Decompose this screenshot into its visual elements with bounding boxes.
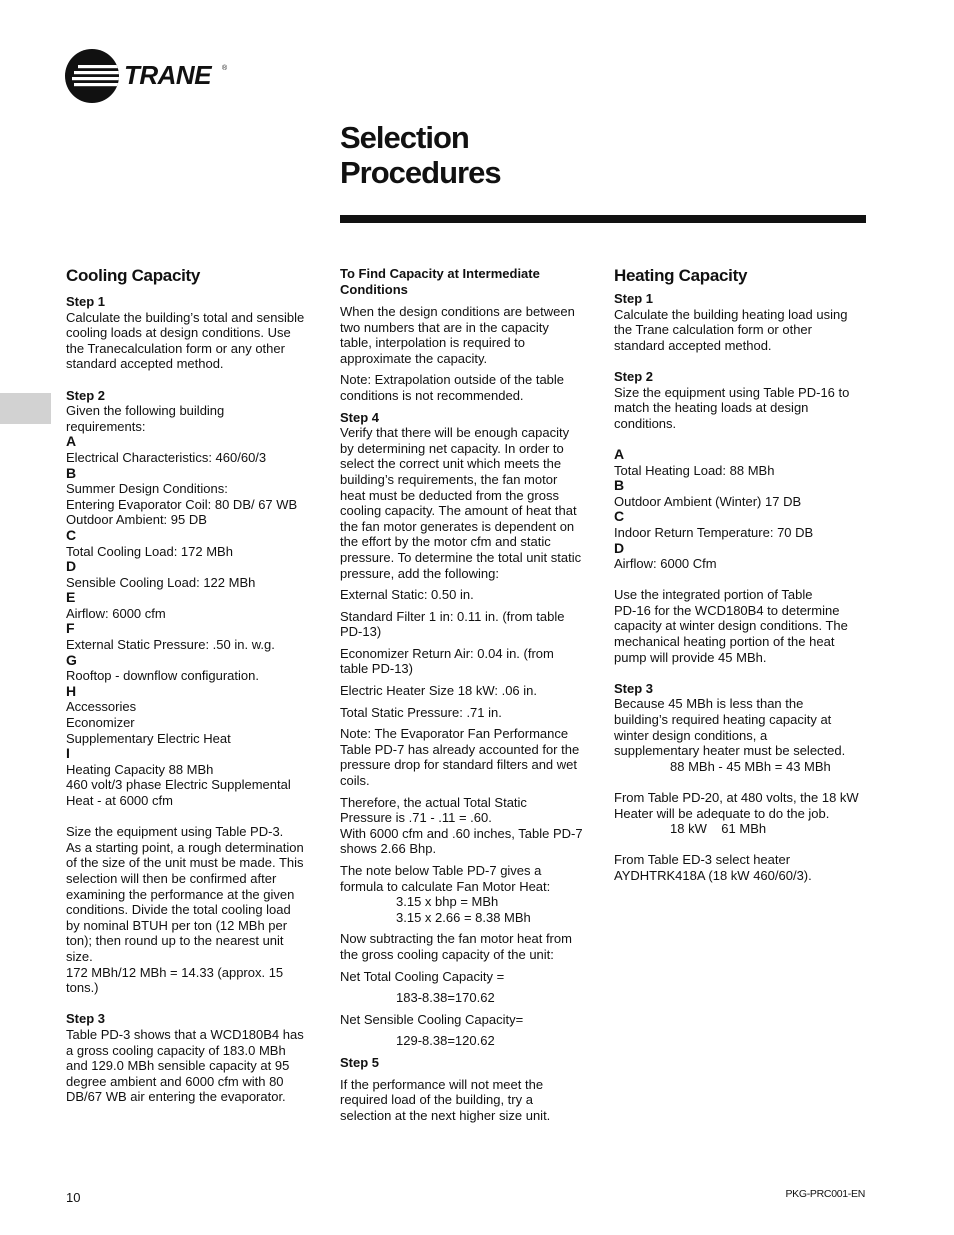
pd20-paragraph xyxy=(614,790,869,821)
text-line: Heating Capacity 88 MBh xyxy=(66,761,214,777)
text-line: and 129.0 MBh sensible capacity at 95 xyxy=(66,1058,290,1074)
cooling-step1-label: Step 1 xyxy=(66,294,106,309)
text-line: capacity at winter design conditions. The xyxy=(614,618,848,634)
net-total-label: Net Total Cooling Capacity = xyxy=(340,968,505,984)
text-line: standard accepted method. xyxy=(614,337,772,353)
text-line: Summer Design Conditions: xyxy=(66,481,228,497)
extrapolation-note xyxy=(340,372,598,403)
heating-item-d xyxy=(614,541,869,572)
heating-step2-text xyxy=(614,385,869,432)
item-letter: D xyxy=(614,539,625,556)
text-line: formula to calculate Fan Motor Heat: xyxy=(340,878,551,894)
trane-logo xyxy=(64,48,234,104)
text-line: Note: The Evaporator Fan Performance xyxy=(340,726,569,742)
requirement-item-a xyxy=(66,434,321,465)
text-line: mechanical heating portion of the heat xyxy=(614,634,835,650)
text-line: two numbers that are in the capacity xyxy=(340,319,549,335)
text-line: examining the performance at the given xyxy=(66,886,295,902)
text-line: Rooftop - downflow configuration. xyxy=(66,668,259,684)
text-line: Verify that there will be enough capacity xyxy=(340,425,570,441)
text-line: a gross cooling capacity of 183.0 MBh xyxy=(66,1042,286,1058)
interpolation-paragraph xyxy=(340,304,598,366)
step4-label: Step 4 xyxy=(340,409,380,425)
text-line: External Static Pressure: .50 in. w.g. xyxy=(66,637,275,653)
item-letter: A xyxy=(66,433,77,450)
text-line: From Table PD-20, at 480 volts, the 18 kW xyxy=(614,790,859,805)
text-line: Electrical Characteristics: 460/60/3 xyxy=(66,449,267,465)
text-line: the fan motor generates is dependent on xyxy=(340,518,575,534)
item-letter: E xyxy=(66,589,76,606)
text-line: pressure. To determine the total unit static xyxy=(340,549,582,565)
text-line: heat must be deducted from the gross xyxy=(340,487,559,503)
requirement-item-c xyxy=(66,528,321,559)
step4-text xyxy=(340,425,598,581)
item-letter: B xyxy=(614,477,625,494)
requirement-item-i xyxy=(66,746,321,808)
text-line: 460 volt/3 phase Electric Supplemental xyxy=(66,777,291,793)
economizer-return-air xyxy=(340,646,598,677)
text-line: the gross cooling capacity of the unit: xyxy=(340,946,554,962)
text-line: pressure drop for standard filters and wet xyxy=(340,757,578,773)
text-line: building’s requirements, the fan motor xyxy=(340,471,558,487)
text-line: tons.) xyxy=(66,980,99,996)
text-line: Size the equipment using Table PD-3. xyxy=(66,824,284,840)
total-static-pressure xyxy=(340,705,598,721)
heading-line: Conditions xyxy=(340,282,408,297)
text-line: With 6000 cfm and .60 inches, Table PD-7 xyxy=(340,825,583,841)
page-title-line1: Selection xyxy=(340,120,469,155)
text-line: Supplementary Electric Heat xyxy=(66,730,231,746)
text-line: table, interpolation is required to xyxy=(340,335,526,351)
text-line: pump will provide 45 MBh. xyxy=(614,649,767,665)
requirement-item-h xyxy=(66,684,321,746)
text-line: Standard Filter 1 in: 0.11 in. (from table xyxy=(340,608,565,624)
text-line: pressure, add the following: xyxy=(340,565,499,581)
subtract-paragraph xyxy=(340,931,598,962)
text-line: requirements: xyxy=(66,418,146,434)
ed3-paragraph xyxy=(614,852,869,883)
text-line: coils. xyxy=(340,773,370,789)
step5-label: Step 5 xyxy=(340,1054,380,1070)
heating-item-b xyxy=(614,478,869,509)
fan-heat-formula xyxy=(340,894,598,925)
heater-capacity-calc: 18 kW 61 MBh xyxy=(670,821,767,837)
page-number: 10 xyxy=(66,1190,81,1205)
heating-step1-label: Step 1 xyxy=(614,291,654,306)
text-line: cooling loads at design conditions. Use xyxy=(66,325,291,341)
cooling-size-paragraph xyxy=(66,824,321,996)
page-title xyxy=(340,120,501,190)
item-letter: B xyxy=(66,464,77,481)
integrated-paragraph xyxy=(614,587,869,665)
text-line: Therefore, the actual Total Static xyxy=(340,794,527,810)
cooling-step3-label: Step 3 xyxy=(66,1011,106,1027)
text-line: Airflow: 6000 Cfm xyxy=(614,556,717,572)
heating-capacity-column xyxy=(614,266,869,884)
text-line: Note: Extrapolation outside of the table xyxy=(340,372,565,388)
registered-mark: ® xyxy=(222,65,228,72)
text-line: Use the integrated portion of Table xyxy=(614,587,813,603)
cooling-step2-intro xyxy=(66,403,321,434)
text-line: Heat - at 6000 cfm xyxy=(66,793,173,808)
text-line: Given the following building xyxy=(66,403,225,419)
text-line: shows 2.66 Bhp. xyxy=(340,841,437,857)
text-line: Airflow: 6000 cfm xyxy=(66,605,166,621)
note-below-paragraph xyxy=(340,863,598,894)
text-line: conditions. xyxy=(614,415,677,431)
heating-step2-label: Step 2 xyxy=(614,368,654,384)
page-title-line2: Procedures xyxy=(340,155,501,190)
text-line: the effort by the motor cfm and static xyxy=(340,534,551,550)
text-line: standard accepted method. xyxy=(66,356,224,372)
text-line: Outdoor Ambient (Winter) 17 DB xyxy=(614,493,802,509)
standard-filter xyxy=(340,609,598,640)
text-line: match the heating loads at design xyxy=(614,400,809,416)
text-line: Economizer xyxy=(66,715,135,731)
text-line: size. xyxy=(66,948,93,964)
text-line: The note below Table PD-7 gives a xyxy=(340,863,542,878)
text-line: Now subtracting the fan motor heat from xyxy=(340,931,572,947)
text-line: As a starting point, a rough determination xyxy=(66,839,304,855)
electric-heater-size xyxy=(340,683,598,699)
text-line: of the size of the unit must be made. This xyxy=(66,855,304,871)
net-total-value: 183-8.38=170.62 xyxy=(396,990,495,1006)
text-line: Total Heating Load: 88 MBh xyxy=(614,462,775,478)
text-line: Calculate the building heating load using xyxy=(614,306,848,322)
cooling-capacity-column xyxy=(66,266,321,1105)
text-line: by determining net capacity. In order to xyxy=(340,440,564,456)
item-letter: G xyxy=(66,651,77,668)
text-line: Electric Heater Size 18 kW: .06 in. xyxy=(340,683,538,699)
supplementary-calc: 88 MBh - 45 MBh = 43 MBh xyxy=(670,758,831,774)
text-line: Indoor Return Temperature: 70 DB xyxy=(614,524,814,540)
text-line: External Static: 0.50 in. xyxy=(340,587,474,603)
text-line: ton); then round up to the nearest unit xyxy=(66,933,284,949)
therefore-paragraph xyxy=(340,795,598,857)
text-line: PD-16 for the WCD180B4 to determine xyxy=(614,602,840,618)
text-line: 172 MBh/12 MBh = 14.33 (approx. 15 xyxy=(66,964,284,980)
text-line: winter design conditions, a xyxy=(614,727,768,743)
heating-step1-text xyxy=(614,307,869,354)
title-rule xyxy=(340,215,866,223)
text-line: table PD-13) xyxy=(340,661,413,677)
step5-text xyxy=(340,1077,598,1124)
text-line: by nominal BTUH per ton (12 MBh per xyxy=(66,917,288,933)
item-letter: I xyxy=(66,745,70,762)
text-line: selection at the next higher size unit. xyxy=(340,1107,551,1123)
cooling-step3-text xyxy=(66,1027,321,1105)
external-static xyxy=(340,587,598,603)
item-letter: F xyxy=(66,620,75,637)
heating-step3-label: Step 3 xyxy=(614,680,654,696)
heating-item-c xyxy=(614,509,869,540)
fan-performance-note xyxy=(340,726,598,788)
text-line: From Table ED-3 select heater xyxy=(614,852,791,868)
text-line: Size the equipment using Table PD-16 to xyxy=(614,384,850,400)
item-letter: A xyxy=(614,445,625,462)
text-line: 3.15 x bhp = MBh xyxy=(396,894,499,910)
text-line: building’s required heating capacity at xyxy=(614,712,832,728)
text-line: When the design conditions are between xyxy=(340,304,575,319)
text-line: approximate the capacity. xyxy=(340,350,488,366)
intermediate-heading xyxy=(340,266,598,298)
text-line: Total Static Pressure: .71 in. xyxy=(340,704,502,720)
cooling-step2-label: Step 2 xyxy=(66,387,106,403)
text-line: Table PD-7 has already accounted for the xyxy=(340,741,580,757)
text-line: If the performance will not meet the xyxy=(340,1076,544,1092)
requirement-item-g xyxy=(66,653,321,684)
text-line: required load of the building, try a xyxy=(340,1092,533,1108)
text-line: 3.15 x 2.66 = 8.38 MBh xyxy=(396,909,531,925)
intermediate-conditions-column xyxy=(340,266,598,1123)
item-letter: C xyxy=(66,526,77,543)
text-line: Total Cooling Load: 172 MBh xyxy=(66,543,233,559)
text-line: conditions is not recommended. xyxy=(340,387,524,403)
text-line: AYDHTRK418A (18 kW 460/60/3). xyxy=(614,867,812,883)
text-line: Heater will be adequate to do the job. xyxy=(614,805,830,821)
requirement-item-b xyxy=(66,466,321,528)
net-sensible-label: Net Sensible Cooling Capacity= xyxy=(340,1011,524,1027)
requirement-item-e xyxy=(66,590,321,621)
text-line: Outdoor Ambient: 95 DB xyxy=(66,512,207,528)
text-line: Economizer Return Air: 0.04 in. (from xyxy=(340,645,554,661)
text-line: conditions. Divide the total cooling load xyxy=(66,902,291,918)
text-line: Table PD-3 shows that a WCD180B4 has xyxy=(66,1026,304,1042)
text-line: Because 45 MBh is less than the xyxy=(614,696,804,712)
net-sensible-value: 129-8.38=120.62 xyxy=(396,1033,495,1049)
text-line: DB/67 WB air entering the evaporator. xyxy=(66,1089,286,1105)
text-line: Sensible Cooling Load: 122 MBh xyxy=(66,574,256,590)
section-tab-marker xyxy=(0,393,51,424)
text-line: degree ambient and 6000 cfm with 80 xyxy=(66,1073,284,1089)
text-line: cooling capacity. The amount of heat that xyxy=(340,503,577,519)
text-line: supplementary heater must be selected. xyxy=(614,743,846,759)
heating-item-a xyxy=(614,447,869,478)
text-line: Entering Evaporator Coil: 80 DB/ 67 WB xyxy=(66,496,298,512)
item-letter: H xyxy=(66,682,77,699)
text-line: selection will then be confirmed after xyxy=(66,870,277,886)
text-line: Calculate the building’s total and sensible xyxy=(66,309,305,325)
document-code: PKG-PRC001-EN xyxy=(785,1188,865,1200)
logo-wordmark: TRANE xyxy=(124,60,212,90)
heading-line: To Find Capacity at Intermediate xyxy=(340,266,540,281)
text-line: the Trane calculation form or other xyxy=(614,322,812,338)
text-line: PD-13) xyxy=(340,624,382,640)
item-letter: C xyxy=(614,508,625,525)
text-line: the Tranecalculation form or any other xyxy=(66,340,285,356)
cooling-capacity-heading: Cooling Capacity xyxy=(66,266,201,285)
text-line: Accessories xyxy=(66,699,137,715)
requirement-item-f xyxy=(66,621,321,652)
cooling-step1-text xyxy=(66,310,321,372)
text-line: Pressure is .71 - .11 = .60. xyxy=(340,810,492,826)
heating-capacity-heading: Heating Capacity xyxy=(614,266,748,285)
text-line: select the correct unit which meets the xyxy=(340,456,562,472)
requirement-item-d xyxy=(66,559,321,590)
heating-step3-text xyxy=(614,696,869,758)
item-letter: D xyxy=(66,558,77,575)
